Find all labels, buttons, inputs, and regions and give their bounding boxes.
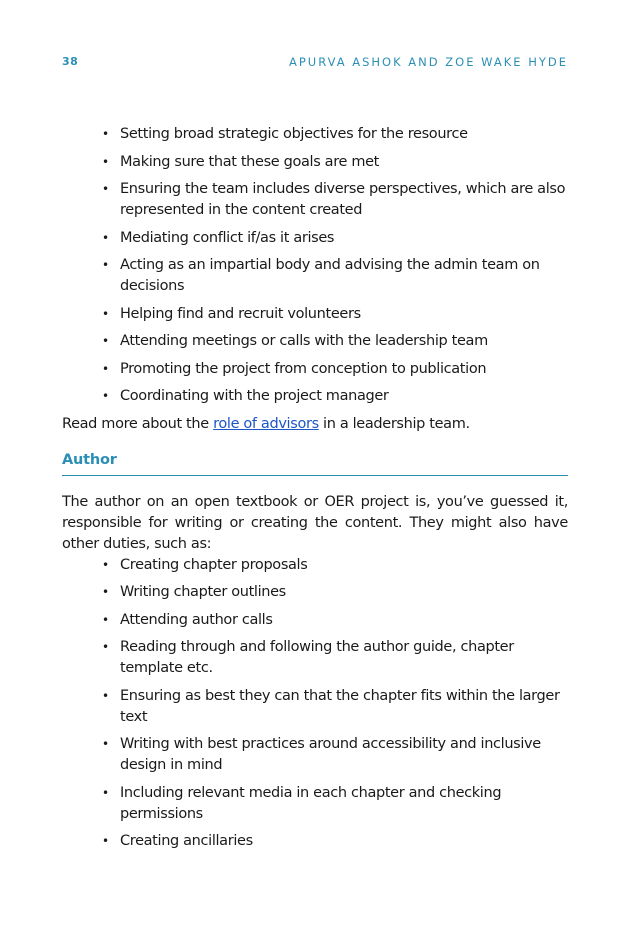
list-item: • Acting as an impartial body and advising the admin team on decisions xyxy=(102,255,568,297)
author-duties-list xyxy=(62,555,568,853)
author-intro-paragraph: The author on an open textbook or OER project is, you’ve guessed it, responsible for writing or creating the content. They might also have other duties, such as: xyxy=(62,493,568,552)
section-heading-author: Author xyxy=(62,452,568,476)
list-item: • Setting broad strategic objectives for the resource xyxy=(102,124,568,145)
list-item: • Reading through and following the author guide, chapter template etc. xyxy=(102,637,568,679)
list-item: • Attending author calls xyxy=(102,610,568,631)
read-more-paragraph xyxy=(62,414,568,435)
list-item: • Writing chapter outlines xyxy=(102,582,568,603)
list-item: • Ensuring the team includes diverse perspectives, which are also represented in the content created xyxy=(102,179,568,221)
list-item: • Promoting the project from conception to publication xyxy=(102,359,568,380)
list-item: • Creating chapter proposals xyxy=(102,555,568,576)
list-item: • Mediating conflict if/as it arises xyxy=(102,228,568,249)
page-content xyxy=(62,124,568,859)
advisor-duties-list xyxy=(62,124,568,407)
list-item: • Ensuring as best they can that the chapter fits within the larger text xyxy=(102,686,568,728)
page-number: 38 xyxy=(62,55,79,68)
list-item: • Including relevant media in each chapter and checking permissions xyxy=(102,783,568,825)
list-item: • Helping find and recruit volunteers xyxy=(102,304,568,325)
role-of-advisors-link[interactable]: role of advisors xyxy=(213,415,319,432)
list-item: • Attending meetings or calls with the leadership team xyxy=(102,331,568,352)
list-item: • Creating ancillaries xyxy=(102,831,568,852)
read-more-suffix: in a leadership team. xyxy=(318,415,470,432)
read-more-text: Read more about the xyxy=(62,415,214,432)
list-item: • Writing with best practices around accessibility and inclusive design in mind xyxy=(102,734,568,776)
list-item: • Coordinating with the project manager xyxy=(102,386,568,407)
running-title: APURVA ASHOK AND ZOE WAKE HYDE xyxy=(289,55,568,69)
list-item: • Making sure that these goals are met xyxy=(102,152,568,173)
running-header xyxy=(62,55,568,71)
